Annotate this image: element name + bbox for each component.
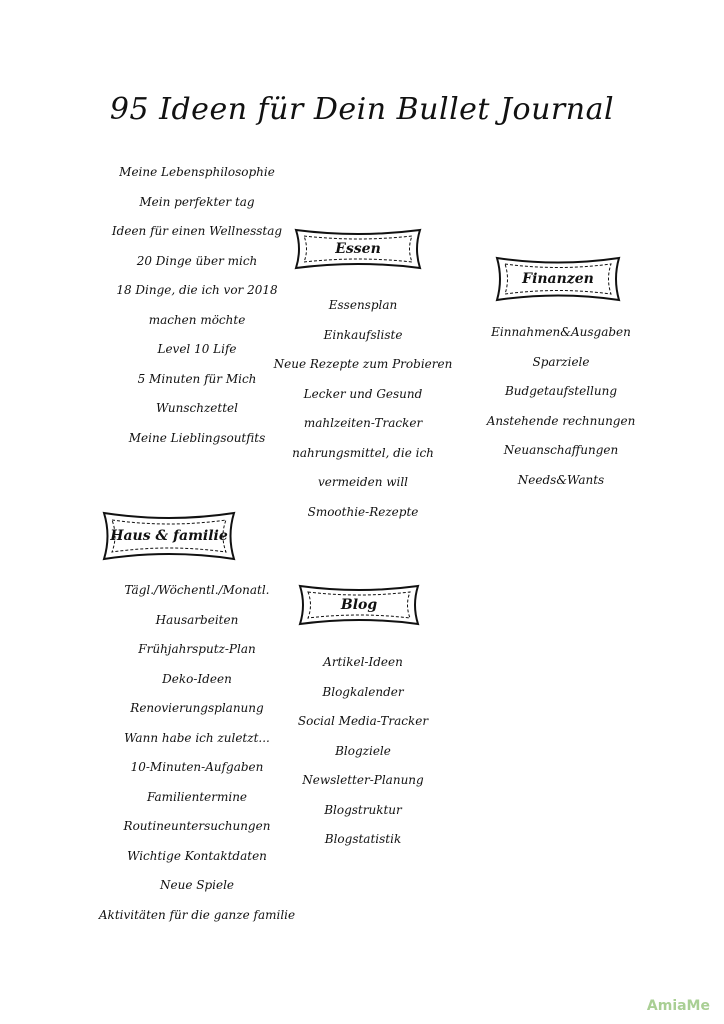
list-item: Meine Lebensphilosophie — [119, 165, 275, 179]
list-item: Deko-Ideen — [162, 671, 232, 686]
list-item: Smoothie-Rezepte — [307, 504, 419, 519]
list-item: Neue Rezepte zum Probieren — [273, 357, 453, 371]
list-item: Renovierungsplanung — [130, 701, 264, 715]
essen-list — [262, 291, 464, 527]
list-item: Tägl./Wöchentl./Monatl. — [124, 583, 270, 597]
list-item: Neue Spiele — [159, 878, 235, 892]
list-item: Familientermine — [146, 789, 248, 804]
blog-list — [270, 648, 456, 855]
haus-heading: Haus & familie — [110, 528, 228, 544]
list-item: mahlzeiten-Tracker — [303, 416, 423, 430]
list-item: Level 10 Life — [157, 342, 237, 356]
list-item: Sparziele — [532, 354, 590, 369]
blog-banner — [296, 584, 422, 626]
list-item: Artikel-Ideen — [323, 655, 403, 669]
list-item: Meine Lieblingsoutfits — [128, 430, 266, 445]
finanzen-banner — [493, 256, 623, 302]
finanzen-heading: Finanzen — [522, 271, 594, 287]
list-item: 5 Minuten für Mich — [137, 371, 257, 386]
list-item: machen möchte — [148, 312, 246, 327]
list-item: Wann habe ich zuletzt... — [124, 730, 270, 745]
list-item: Mein perfekter tag — [139, 194, 255, 209]
list-item: nahrungsmittel, die ich — [292, 445, 434, 460]
list-item: Blogkalender — [322, 684, 404, 699]
list-item: Einkaufsliste — [323, 327, 403, 342]
essen-heading: Essen — [335, 241, 381, 257]
list-item: 10-Minuten-Aufgaben — [130, 760, 264, 774]
list-item: Blogstatistik — [324, 832, 402, 846]
list-item: vermeiden will — [317, 475, 409, 489]
list-item: Budgetaufstellung — [504, 384, 618, 398]
list-item: Ideen für einen Wellnesstag — [111, 224, 283, 238]
list-item: Frühjahrsputz-Plan — [138, 642, 256, 656]
page-title: 95 Ideen für Dein Bullet Journal — [109, 92, 615, 127]
list-item: Einnahmen&Ausgaben — [491, 325, 631, 339]
list-item: Wunschzettel — [156, 401, 238, 415]
list-item: 18 Dinge, die ich vor 2018 — [116, 283, 278, 297]
haus-banner — [100, 511, 238, 561]
list-item: 20 Dinge über mich — [136, 253, 258, 268]
list-item: Blogziele — [335, 743, 391, 758]
list-item: Newsletter-Planung — [302, 773, 424, 787]
list-item: Essensplan — [328, 298, 398, 312]
finanzen-list — [472, 318, 650, 495]
list-item: Neuanschaffungen — [503, 443, 619, 457]
list-item: Wichtige Kontaktdaten — [127, 848, 267, 863]
essen-banner — [292, 228, 424, 270]
list-item: Anstehende rechnungen — [486, 413, 636, 428]
list-item: Social Media-Tracker — [297, 714, 429, 728]
list-item: Needs&Wants — [517, 472, 605, 487]
list-item: Hausarbeiten — [155, 612, 239, 627]
blog-heading: Blog — [340, 597, 378, 613]
list-item: Aktivitäten für die ganze familie — [98, 907, 296, 922]
list-item: Routineuntersuchungen — [123, 819, 271, 833]
list-item: Lecker und Gesund — [303, 386, 423, 401]
list-item: Blogstruktur — [324, 802, 402, 817]
watermark-logo: AmiaMe — [646, 998, 710, 1014]
